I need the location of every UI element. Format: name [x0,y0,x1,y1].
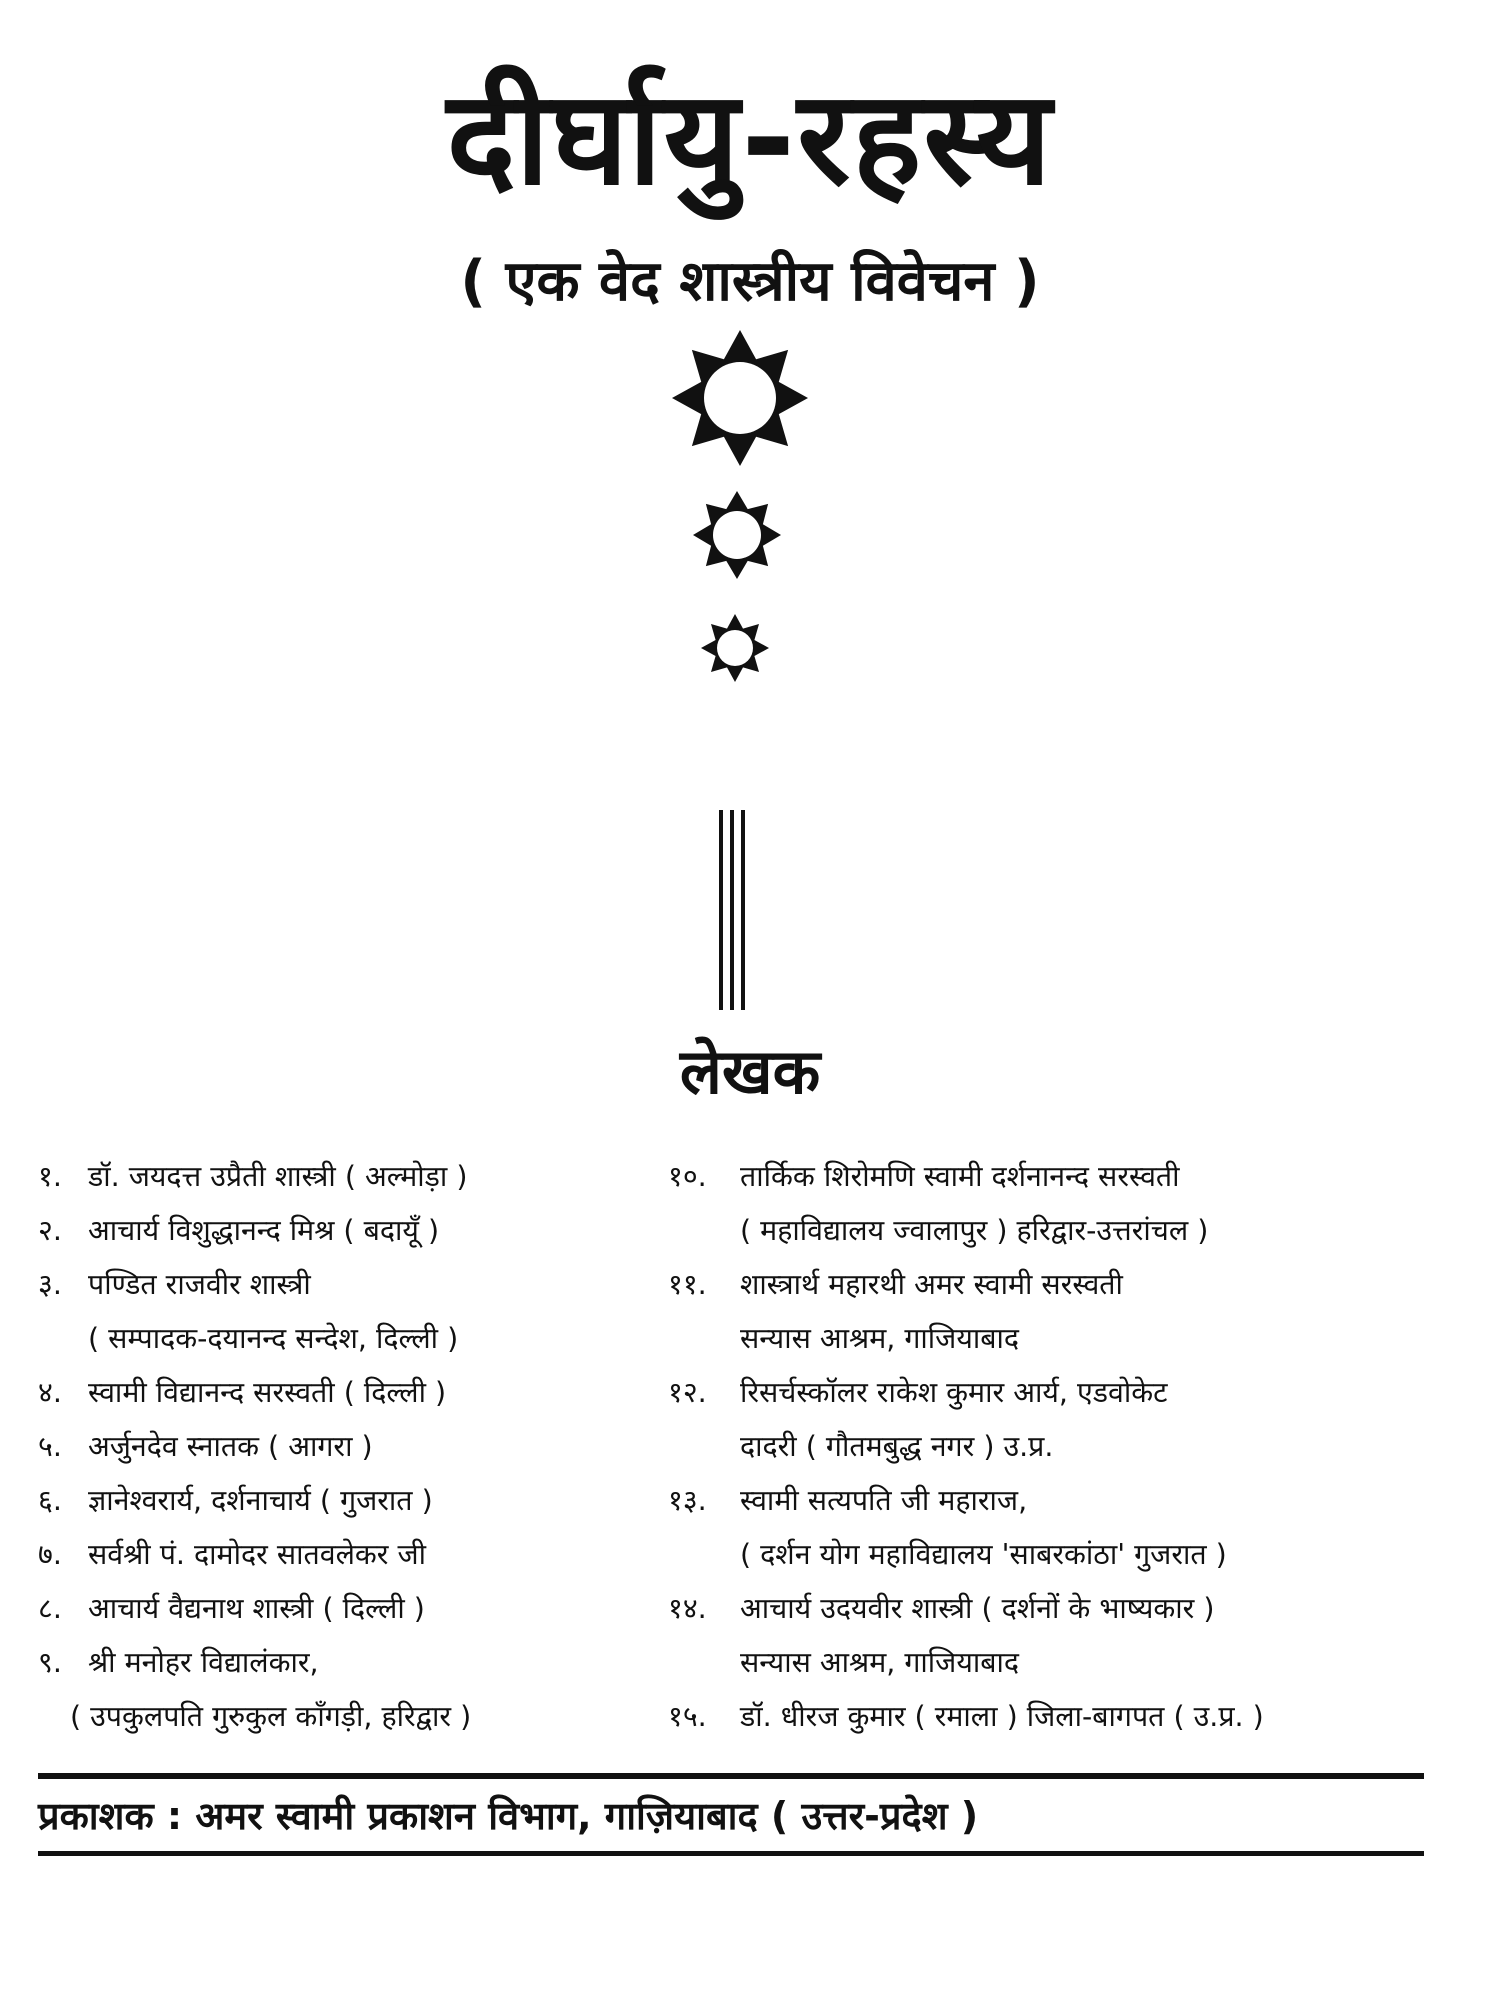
small-sun-icon [701,614,769,682]
author-item-continuation: ( महाविद्यालय ज्वालापुर ) हरिद्वार-उत्तरांचल ) [740,1214,1209,1247]
author-item-continuation: सन्यास आश्रम, गाजियाबाद [740,1322,1020,1355]
author-item: ९. श्री मनोहर विद्यालंकार, [38,1646,319,1679]
author-item-continuation: ( सम्पादक-दयानन्द सन्देश, दिल्ली ) [88,1322,459,1355]
book-subtitle: ( एक वेद शास्त्रीय विवेचन ) [460,249,1040,314]
author-item: १४. आचार्य उदयवीर शास्त्री ( दर्शनों के भाष्यकार ) [668,1592,1215,1625]
authors-list-left [38,1150,668,1744]
large-sun-icon [672,330,808,466]
authors-heading: लेखक [679,1035,821,1108]
medium-sun-icon [693,491,781,579]
author-item: २. आचार्य विशुद्धानन्द मिश्र ( बदायूँ ) [38,1214,440,1247]
author-item: १. डॉ. जयदत्त उप्रैती शास्त्री ( अल्मोड़ा ) [38,1160,468,1193]
author-item: ६. ज्ञानेश्वरार्य, दर्शनाचार्य ( गुजरात ) [38,1484,433,1517]
book-title: दीर्घायु-रहस्य [446,62,1054,214]
author-item: ४. स्वामी विद्यानन्द सरस्वती ( दिल्ली ) [38,1376,447,1409]
author-item: १०. तार्किक शिरोमणि स्वामी दर्शनानन्द सरस्वती [668,1160,1180,1193]
publisher-line: प्रकाशक : अमर स्वामी प्रकाशन विभाग, गाज़ियाबाद ( उत्तर-प्रदेश ) [38,1794,979,1838]
author-item: ११. शास्त्रार्थ महारथी अमर स्वामी सरस्वती [668,1268,1123,1301]
author-item: ७. सर्वश्री पं. दामोदर सातवलेकर जी [38,1538,427,1571]
author-item: ५. अर्जुनदेव स्नातक ( आगरा ) [38,1430,373,1463]
author-item: १३. स्वामी सत्यपति जी महाराज, [668,1484,1028,1517]
author-item-continuation: ( दर्शन योग महाविद्यालय 'साबरकांठा' गुजरात ) [740,1538,1227,1571]
author-item: १२. रिसर्चस्कॉलर राकेश कुमार आर्य, एडवोकेट [668,1376,1168,1409]
author-item: ३. पण्डित राजवीर शास्त्री [38,1268,311,1301]
authors-list-right [668,1150,1478,1744]
author-item: ८. आचार्य वैद्यनाथ शास्त्री ( दिल्ली ) [38,1592,425,1625]
author-item: १५. डॉ. धीरज कुमार ( रमाला ) जिला-बागपत ( उ.प्र. ) [668,1700,1264,1733]
publisher-rule-top [38,1773,1424,1779]
publisher-rule-bottom [38,1851,1424,1856]
author-item-continuation: सन्यास आश्रम, गाजियाबाद [740,1646,1020,1679]
vertical-lines-divider [721,810,743,1010]
author-item-continuation: ( उपकुलपति गुरुकुल काँगड़ी, हरिद्वार ) [70,1700,472,1733]
author-item-continuation: दादरी ( गौतमबुद्ध नगर ) उ.प्र. [740,1430,1054,1463]
